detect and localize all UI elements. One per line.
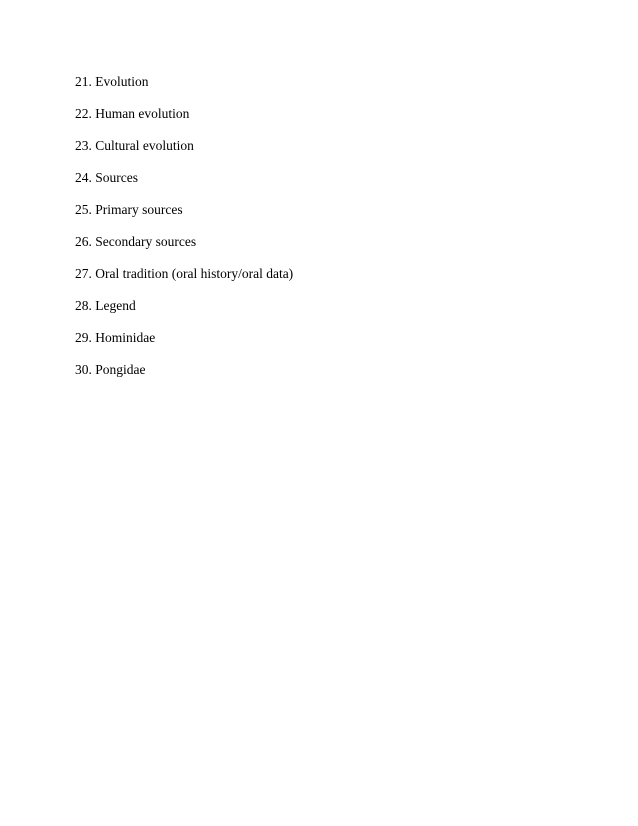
list-item: 21. Evolution <box>75 74 149 89</box>
list-item: 27. Oral tradition (oral history/oral data) <box>75 266 294 281</box>
list-item: 24. Sources <box>75 170 138 185</box>
list-item: 30. Pongidae <box>75 362 146 377</box>
list-item: 26. Secondary sources <box>75 234 197 249</box>
numbered-term-list <box>75 73 293 393</box>
list-item: 29. Hominidae <box>75 330 156 345</box>
list-item: 28. Legend <box>75 298 136 313</box>
list-item: 23. Cultural evolution <box>75 138 194 153</box>
list-item: 22. Human evolution <box>75 106 190 121</box>
list-item: 25. Primary sources <box>75 202 183 217</box>
